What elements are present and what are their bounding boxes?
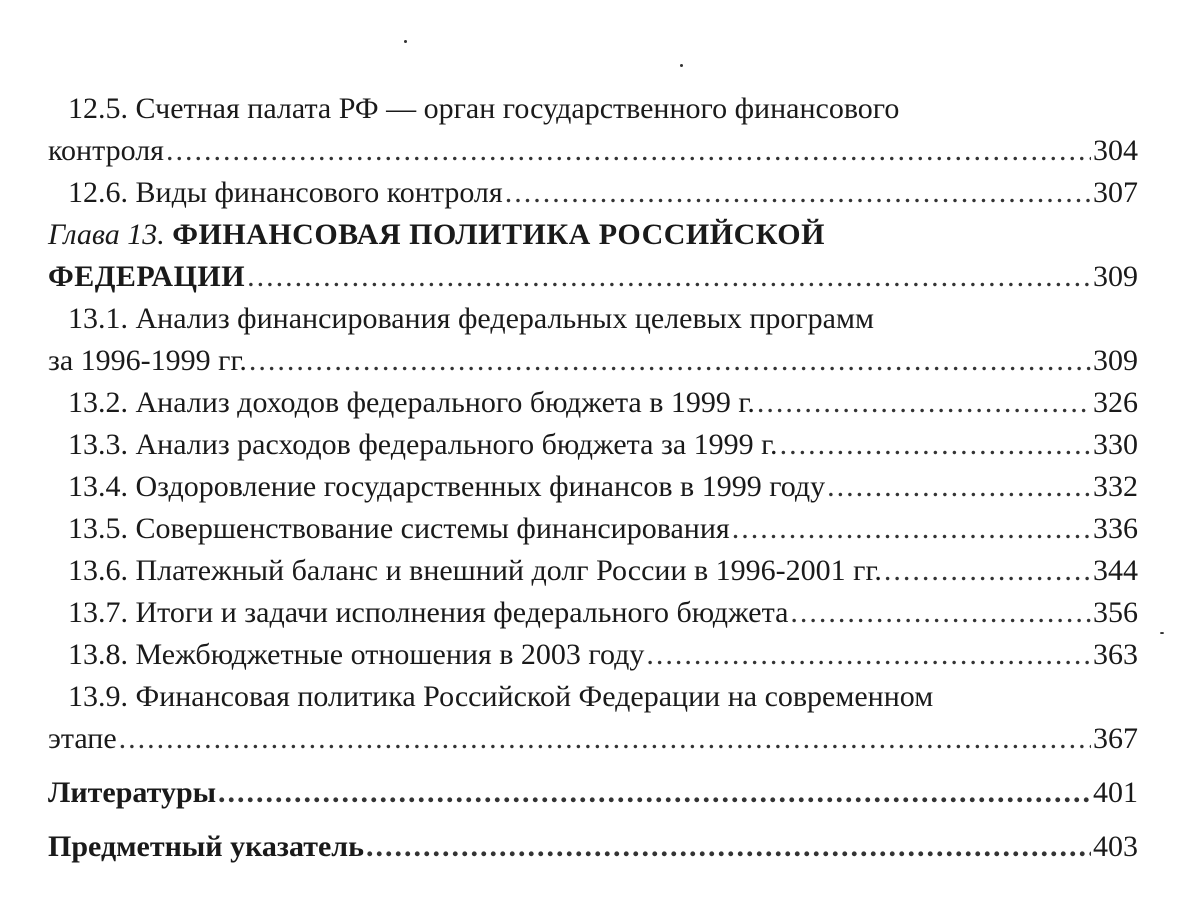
page-number: 309 bbox=[1093, 344, 1138, 377]
spacer bbox=[48, 814, 1138, 826]
toc-entry-13-1-line2 bbox=[48, 340, 1138, 382]
toc-entry-title: 12.6. Виды финансового контроля bbox=[68, 176, 503, 209]
dot-leader bbox=[827, 466, 1091, 508]
page-number: 363 bbox=[1093, 638, 1138, 671]
dot-leader bbox=[757, 382, 1091, 424]
toc-entry-13-7 bbox=[48, 592, 1138, 634]
dot-leader bbox=[884, 550, 1091, 592]
toc-entry-12-5-line2 bbox=[48, 130, 1138, 172]
toc-entry-title: 13.5. Совершенствование системы финансирования bbox=[68, 512, 730, 545]
dot-leader bbox=[505, 172, 1091, 214]
toc-entry-13-3 bbox=[48, 424, 1138, 466]
dot-leader bbox=[249, 340, 1091, 382]
page-number: 307 bbox=[1093, 176, 1138, 209]
toc-entry-title: 13.7. Итоги и задачи исполнения федерального бюджета bbox=[68, 596, 789, 629]
toc-entry-13-8 bbox=[48, 634, 1138, 676]
toc-entry-title: 13.1. Анализ финансирования федеральных целевых программ bbox=[68, 302, 874, 335]
toc-entry-title: этапе bbox=[48, 722, 117, 755]
toc-entry-title: 13.6. Платежный баланс и внешний долг России в 1996-2001 гг. bbox=[68, 554, 882, 587]
toc-entry-title: 13.3. Анализ расходов федерального бюджета за 1999 г. bbox=[68, 428, 778, 461]
toc-entry-12-5-line1 bbox=[48, 88, 1138, 130]
dot-leader bbox=[732, 508, 1091, 550]
toc-chapter-13-line2 bbox=[48, 256, 1138, 298]
toc-entry-13-1-line1 bbox=[48, 298, 1138, 340]
dot-leader bbox=[119, 718, 1091, 760]
toc-entry-13-2 bbox=[48, 382, 1138, 424]
chapter-prefix: Глава 13. bbox=[48, 218, 165, 251]
dot-leader bbox=[780, 424, 1091, 466]
page-number: 332 bbox=[1093, 470, 1138, 503]
page-number: 403 bbox=[1093, 830, 1138, 863]
toc-entry-title: 13.9. Финансовая политика Российской Федерации на современном bbox=[68, 680, 934, 713]
scan-speck bbox=[680, 64, 683, 67]
toc-entry-title: контроля bbox=[48, 134, 164, 167]
chapter-title: ФЕДЕРАЦИИ bbox=[48, 260, 246, 293]
toc-entry-title: 12.5. Счетная палата РФ — орган государственного финансового bbox=[68, 92, 900, 125]
toc-entry-title: за 1996-1999 гг. bbox=[48, 344, 247, 377]
toc-entry-13-9-line2 bbox=[48, 718, 1138, 760]
page-number: 326 bbox=[1093, 386, 1138, 419]
toc-entry-literature bbox=[48, 772, 1138, 814]
page-number: 336 bbox=[1093, 512, 1138, 545]
toc-entry-title: 13.4. Оздоровление государственных финансов в 1999 году bbox=[68, 470, 826, 503]
page-number: 356 bbox=[1093, 596, 1138, 629]
toc-entry-13-9-line1 bbox=[48, 676, 1138, 718]
toc-entry-subject-index bbox=[48, 826, 1138, 868]
chapter-title: ФИНАНСОВАЯ ПОЛИТИКА РОССИЙСКОЙ bbox=[172, 218, 825, 251]
toc-entry-title: 13.8. Межбюджетные отношения в 2003 году bbox=[68, 638, 645, 671]
spacer bbox=[48, 760, 1138, 772]
dot-leader bbox=[247, 256, 1091, 298]
toc-entry-13-4 bbox=[48, 466, 1138, 508]
table-of-contents bbox=[48, 88, 1138, 868]
scan-speck bbox=[404, 40, 407, 43]
toc-entry-title: Предметный указатель bbox=[48, 830, 364, 863]
dot-leader bbox=[366, 826, 1091, 868]
toc-entry-title: 13.2. Анализ доходов федерального бюджета в 1999 г. bbox=[68, 386, 755, 419]
page-number: 367 bbox=[1093, 722, 1138, 755]
page-number: 304 bbox=[1093, 134, 1138, 167]
toc-entry-13-6 bbox=[48, 550, 1138, 592]
dot-leader bbox=[646, 634, 1091, 676]
page-number: 330 bbox=[1093, 428, 1138, 461]
toc-entry-title: Литературы bbox=[48, 776, 217, 809]
page-number: 344 bbox=[1093, 554, 1138, 587]
toc-entry-13-5 bbox=[48, 508, 1138, 550]
page-number: 309 bbox=[1093, 260, 1138, 293]
scan-speck bbox=[1160, 632, 1164, 634]
dot-leader bbox=[790, 592, 1091, 634]
dot-leader bbox=[218, 772, 1091, 814]
dot-leader bbox=[166, 130, 1091, 172]
page-number: 401 bbox=[1093, 776, 1138, 809]
toc-entry-12-6 bbox=[48, 172, 1138, 214]
toc-chapter-13-line1 bbox=[48, 214, 1138, 256]
